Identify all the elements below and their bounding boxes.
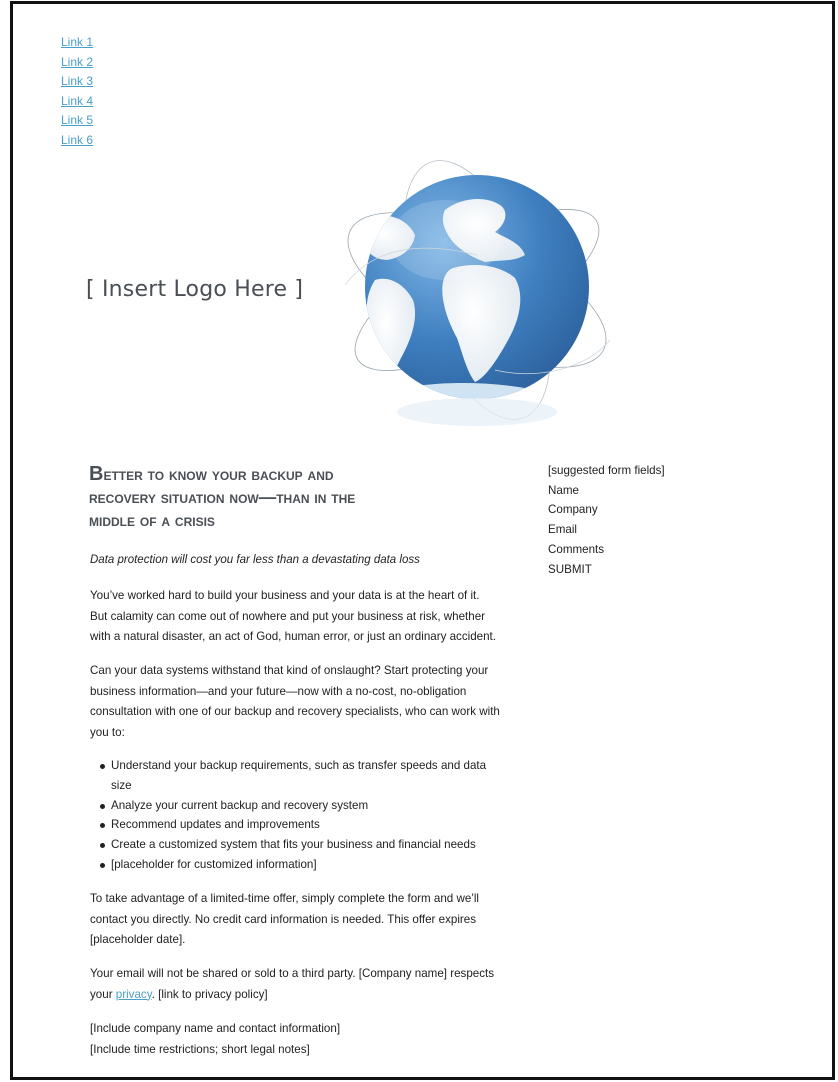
nav-link-5[interactable]: Link 5 <box>61 113 94 128</box>
list-item: Analyze your current backup and recovery system <box>100 796 500 816</box>
nav-item <box>61 131 93 151</box>
intro-paragraph: You’ve worked hard to build your business and your data is at the heart of it. But calamity can come out of nowhere and put your business at risk, whether with a natural disaster, an act of God, human error, or just an ordinary accident. <box>90 589 496 643</box>
form-fields <box>548 461 665 579</box>
consultation-paragraph: Can your data systems withstand that kind of onslaught? Start protecting your business information—and your future—now with a no-cost, no-obligation consultation with one of our backup and recovery specialists, who can work with you to: <box>90 664 500 739</box>
nav-link-6[interactable]: Link 6 <box>61 132 94 147</box>
nav-link-1[interactable]: Link 1 <box>61 35 94 49</box>
legal-notes-placeholder: [Include time restrictions; short legal notes] <box>90 1042 310 1056</box>
subhead: Data protection will cost you far less than a devastating data loss <box>90 554 420 566</box>
page-headline <box>89 463 509 532</box>
headline-initial: B <box>89 463 104 485</box>
nav-item <box>61 53 93 73</box>
logo-placeholder: [ Insert Logo Here ] <box>86 277 304 302</box>
nav-links <box>61 33 93 151</box>
submit-button[interactable]: SUBMIT <box>548 562 592 576</box>
nav-link-4[interactable]: Link 4 <box>61 93 94 108</box>
offer-paragraph: To take advantage of a limited-time offer, simply complete the form and we’ll contact you directly. No credit card information is needed. This offer expires [placeholder date]. <box>90 892 480 946</box>
company-info-placeholder: [Include company name and contact information] <box>90 1022 341 1035</box>
list-item: Create a customized system that fits your business and financial needs <box>100 835 500 855</box>
nav-item <box>61 111 93 131</box>
nav-item <box>61 72 93 92</box>
privacy-paragraph <box>90 964 500 1005</box>
form-field-company[interactable]: Company <box>548 503 598 517</box>
headline-line1: etter to know your backup and <box>103 464 334 484</box>
list-item: Understand your backup requirements, such as transfer speeds and data size <box>100 756 500 796</box>
privacy-link[interactable]: privacy <box>115 987 152 1001</box>
globe-icon <box>335 150 620 435</box>
list-item: [placeholder for customized information] <box>100 855 500 875</box>
form-field-name[interactable]: Name <box>548 483 579 497</box>
nav-item <box>61 33 93 53</box>
form-field-comments[interactable]: Comments <box>548 542 605 556</box>
headline-line3: middle of a crisis <box>89 510 215 530</box>
benefits-list <box>100 756 500 875</box>
headline-line2: recovery situation now—than in the <box>89 487 356 507</box>
legal-paragraph <box>90 1019 500 1060</box>
nav-item <box>61 92 93 112</box>
nav-link-3[interactable]: Link 3 <box>61 74 94 89</box>
list-item: Recommend updates and improvements <box>100 815 500 835</box>
privacy-text-after: . [link to privacy policy] <box>151 987 268 1001</box>
nav-link-2[interactable]: Link 2 <box>61 54 94 69</box>
privacy-text-before: Your email will not be shared or sold to a third party. [Company name] respects your <box>90 967 495 1001</box>
form-field-email[interactable]: Email <box>548 523 577 537</box>
form-fields-heading: [suggested form fields] <box>548 464 665 477</box>
